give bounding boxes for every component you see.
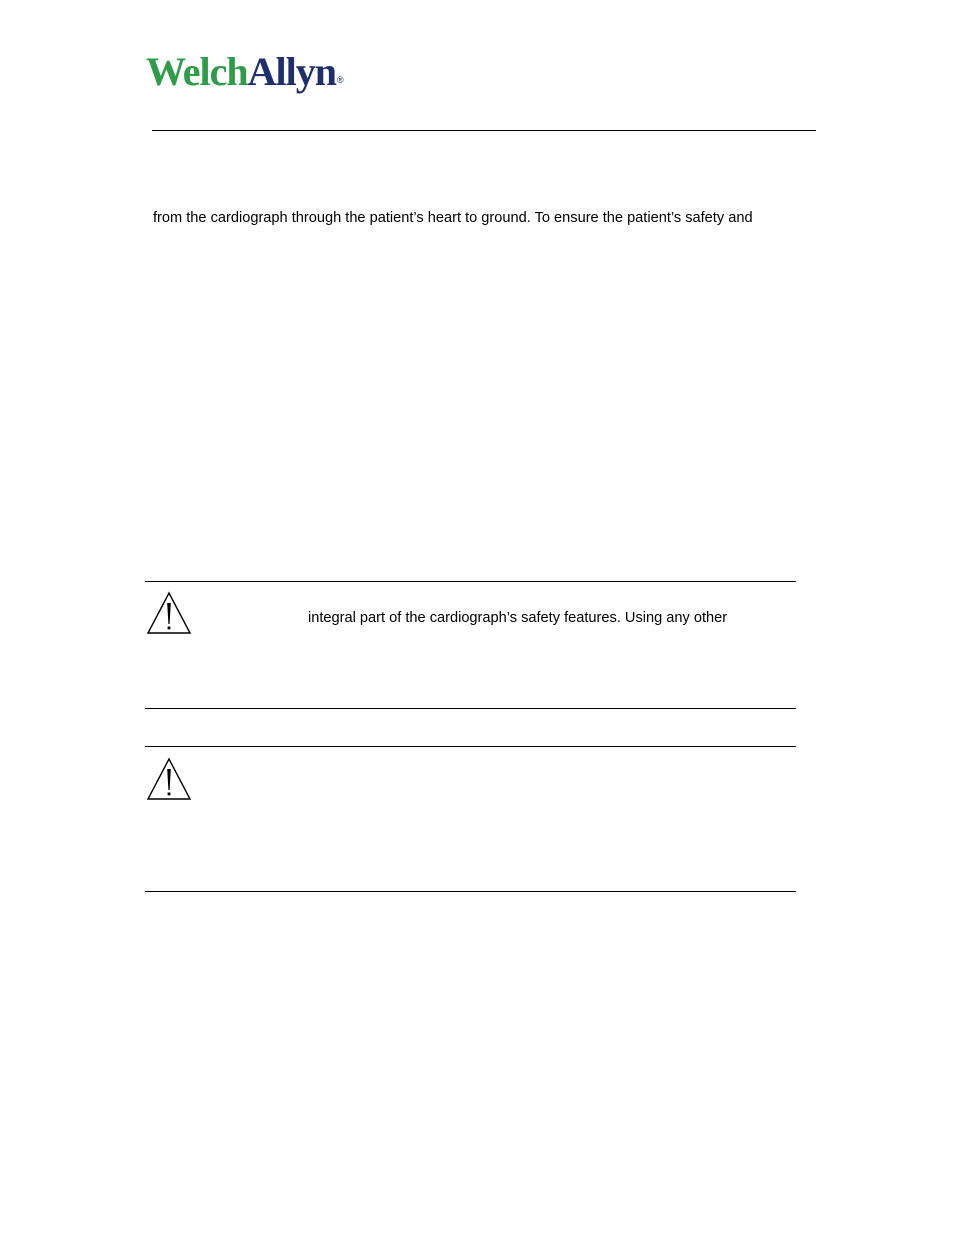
warning-1-text-line: integral part of the cardiograph’s safety features. Using any other	[308, 610, 728, 626]
warning-2-bottom-rule	[145, 891, 796, 892]
logo-allyn-text: Allyn	[247, 49, 337, 94]
warning-1-top-rule	[145, 581, 796, 582]
header-divider	[152, 130, 816, 131]
warning-2-top-rule	[145, 746, 796, 747]
warning-1-bottom-rule	[145, 708, 796, 709]
welch-allyn-logo	[146, 49, 343, 104]
logo-registered-mark: ®	[337, 75, 343, 85]
warning-triangle-icon	[146, 757, 192, 801]
body-text-line: from the cardiograph through the patient’s heart to ground. To ensure the patient’s safety and	[153, 210, 753, 226]
logo-welch-text: Welch	[146, 49, 248, 94]
warning-triangle-icon	[146, 591, 192, 635]
